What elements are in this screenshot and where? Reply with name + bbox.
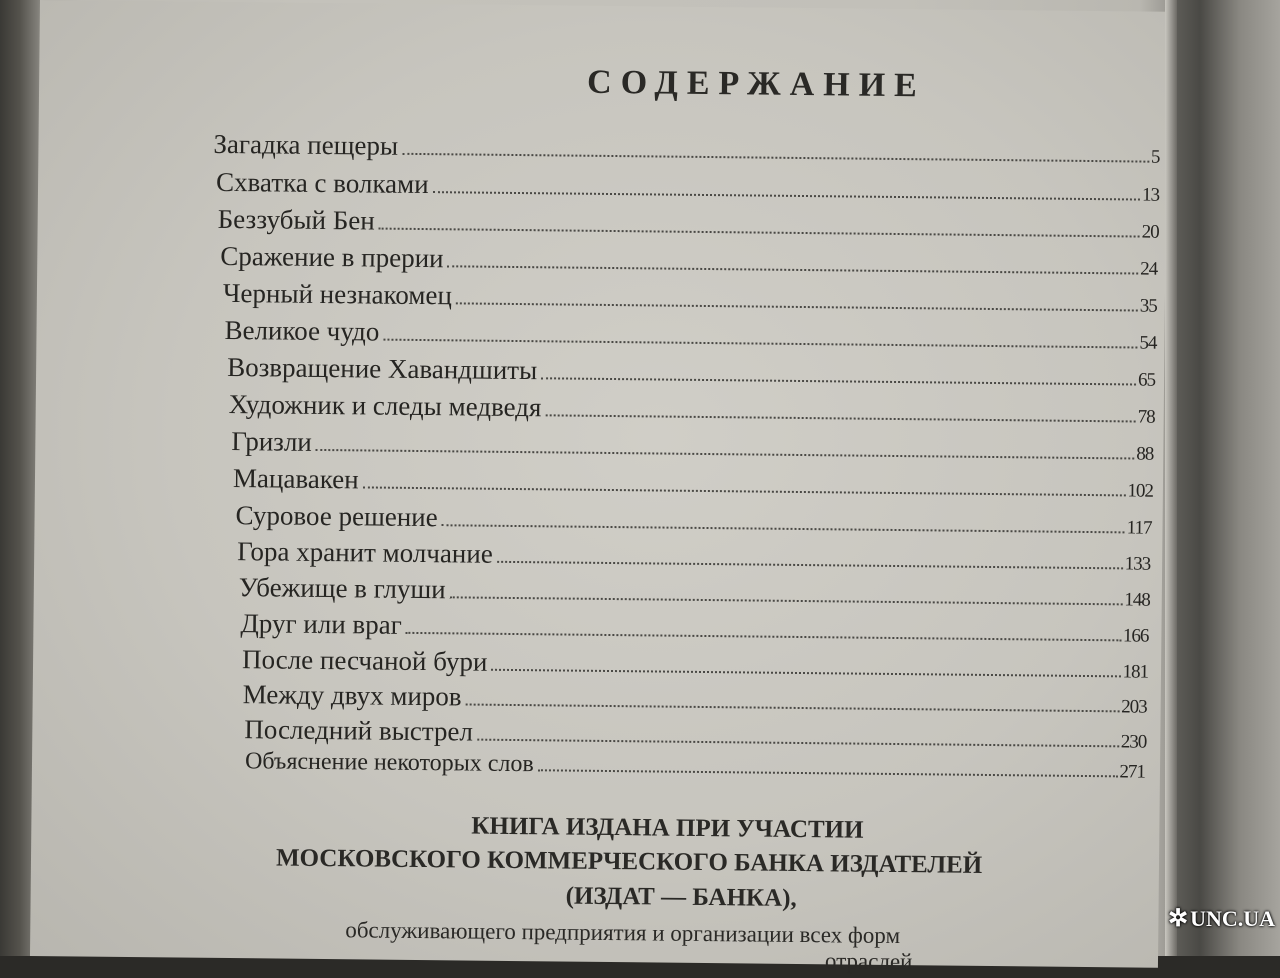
imprint-line-1: КНИГА ИЗДАНА ПРИ УЧАСТИИ (471, 812, 864, 844)
toc-entry-title: Художник и следы медведя (228, 388, 542, 423)
toc-entry-title: Возвращение Хавандшиты (227, 351, 538, 386)
toc-entry-page: 88 (1136, 443, 1154, 465)
toc-entry-page: 230 (1120, 731, 1147, 753)
toc-entry (231, 426, 1153, 467)
toc-entry (235, 500, 1151, 541)
toc-entry-title: Гризли (231, 426, 312, 457)
toc-entry (244, 714, 1146, 754)
toc-entry-page: 203 (1121, 696, 1147, 718)
toc-entry-title: Черный незнакомец (222, 277, 453, 311)
book-page (30, 0, 1168, 975)
toc-entry-page: 13 (1141, 184, 1160, 206)
toc-entry-title: Суровое решение (235, 500, 438, 533)
toc-entry-page: 78 (1137, 406, 1155, 428)
dot-leader (538, 768, 1118, 777)
imprint-line-4: обслуживающего предприятия и организации всех форм (345, 917, 901, 949)
imprint-line-3: (ИЗДАТ — БАНКА), (565, 882, 797, 912)
dot-leader (383, 338, 1137, 349)
book-spine-edge (1165, 0, 1177, 956)
dot-leader (497, 560, 1123, 570)
toc-entry-title: Мацавакен (232, 463, 359, 495)
toc-entry (224, 315, 1156, 356)
page-title: СОДЕРЖАНИЕ (586, 63, 927, 105)
dot-leader (456, 301, 1138, 311)
toc-entry (242, 644, 1148, 684)
toc-entry-title: Друг или враг (240, 608, 402, 640)
watermark-text: UNC.UA (1190, 906, 1276, 931)
toc-entry (218, 204, 1159, 245)
watermark (1168, 906, 1275, 932)
toc-entry-title: Объяснение некоторых слов (244, 748, 534, 778)
toc-entry-page: 166 (1122, 625, 1149, 647)
imprint-line-5: отраслей (824, 948, 913, 975)
toc-entry-page: 24 (1140, 258, 1158, 280)
toc-entry-title: Последний выстрел (244, 714, 474, 747)
toc-entry (245, 748, 1145, 784)
toc-entry-page: 54 (1139, 332, 1157, 354)
toc-entry-title: Гора хранит молчание (237, 536, 493, 569)
dot-leader (450, 595, 1123, 605)
toc-entry-page: 271 (1119, 761, 1146, 783)
toc-entry-title: Беззубый Бен (217, 203, 375, 236)
dot-leader (406, 631, 1121, 641)
toc-entry-title: Схватка с волками (215, 166, 429, 200)
toc-entry-title: После песчаной бури (241, 644, 488, 677)
dot-leader (363, 485, 1126, 496)
toc-entry-title: Сражение в прерии (220, 240, 444, 274)
toc-entry-title: Между двух миров (242, 679, 462, 712)
star-icon: ✲ (1168, 906, 1189, 932)
dot-leader (545, 413, 1135, 422)
dot-leader (442, 523, 1125, 533)
dot-leader (541, 376, 1136, 385)
dot-leader (316, 448, 1135, 460)
toc-entry-page: 5 (1150, 146, 1160, 168)
toc-entry (220, 241, 1157, 282)
dot-leader (477, 738, 1119, 748)
dot-leader (433, 190, 1140, 200)
toc-entry (216, 167, 1159, 208)
toc-entry (233, 463, 1153, 504)
dot-leader (491, 668, 1120, 678)
toc-entry (240, 608, 1148, 649)
dot-leader (447, 264, 1138, 274)
toc-entry (243, 679, 1147, 719)
toc-entry-page: 133 (1124, 553, 1151, 575)
toc-entry (239, 572, 1150, 613)
toc-entry-page: 65 (1137, 369, 1156, 391)
toc-entry-title: Убежище в глуши (238, 572, 446, 605)
dot-leader (402, 152, 1149, 163)
dot-leader (466, 702, 1120, 712)
toc-entry-page: 181 (1122, 661, 1149, 683)
toc-entry (237, 536, 1150, 577)
imprint-line-2: МОСКОВСКОГО КОММЕРЧЕСКОГО БАНКА ИЗДАТЕЛЕЙ (275, 844, 983, 879)
toc-entry-page: 102 (1127, 480, 1154, 502)
toc-entry-page: 35 (1139, 295, 1157, 317)
toc-entry (229, 389, 1155, 430)
toc-entry-title: Великое чудо (224, 314, 380, 347)
toc-entry-page: 20 (1141, 221, 1159, 243)
toc-entry (223, 278, 1157, 319)
toc-entry-page: 148 (1124, 589, 1150, 611)
dot-leader (379, 227, 1140, 238)
toc-entry (227, 352, 1155, 393)
toc-entry (213, 129, 1159, 170)
toc-entry-title: Загадка пещеры (213, 128, 399, 161)
toc-entry-page: 117 (1126, 517, 1152, 539)
